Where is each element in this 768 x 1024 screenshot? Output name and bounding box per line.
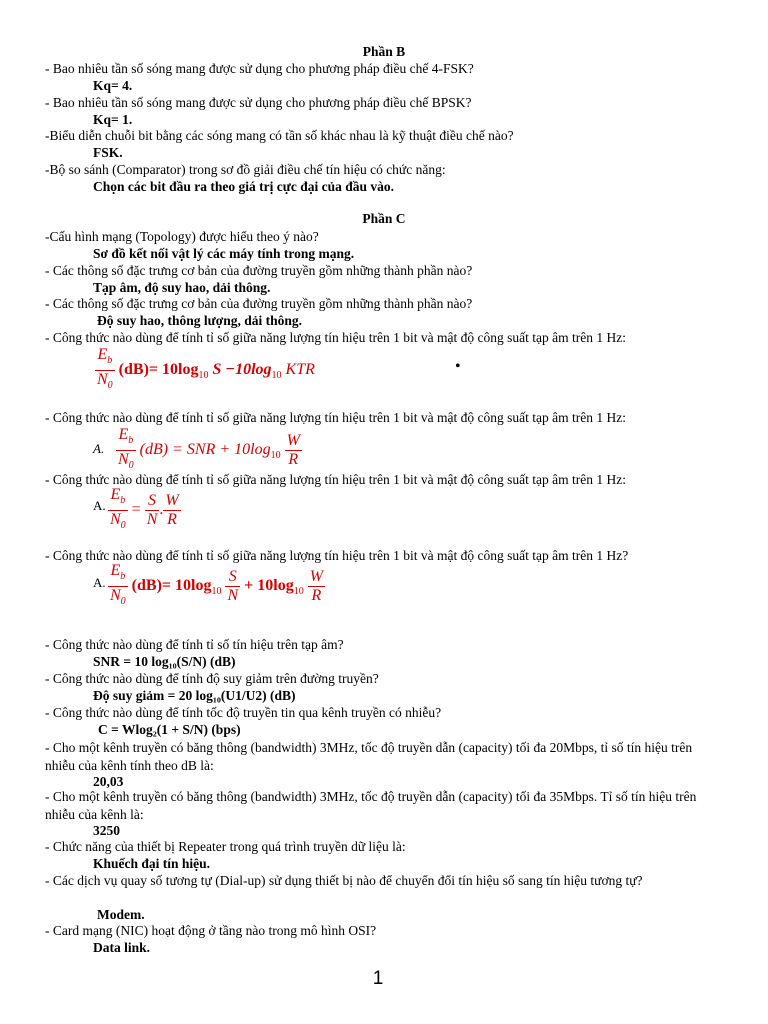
option-label: A. [93, 441, 105, 456]
question: - Chức năng của thiết bị Repeater trong quá trình truyền dữ liệu là: [45, 839, 406, 854]
stray-dot: • [455, 358, 461, 375]
question: - Công thức nào dùng để tính độ suy giảm trên đường truyền? [45, 671, 379, 686]
question: - Công thức nào dùng để tính tỉ số giữa năng lượng tín hiệu trên 1 bit và mật độ công suất tạp âm trên 1 Hz: [45, 330, 626, 345]
question: -Biểu diễn chuỗi bit bằng các sóng mang có tần số khác nhau là kỹ thuật điều chế nào? [45, 128, 514, 143]
answer: Độ suy giảm = 20 log₁₀(U1/U2) (dB) [93, 688, 296, 703]
question: - Bao nhiêu tần số sóng mang được sử dụng cho phương pháp điều chế BPSK? [45, 95, 472, 110]
question: - Cho một kênh truyền có băng thông (bandwidth) 3MHz, tốc độ truyền dẫn (capacity) tối đa 20Mbps, tỉ số tín hiệu trên nhiễu của kênh tính theo dB là: [45, 740, 693, 773]
fraction-s-n: $\frac{S}{N}$ [146, 492, 158, 528]
question: - Công thức nào dùng để tính tỉ số giữa năng lượng tín hiệu trên 1 bit và mật độ công suất tạp âm trên 1 Hz: [45, 410, 626, 425]
formula-eb-n0-db: $\frac{E_b}{N_0}$ $(dB)= 10\log_{10}$ $S -10\log_{10}$ KTR [95, 346, 315, 395]
fraction-w-r: $\frac{W}{R}$ [286, 432, 300, 468]
answer: Kq= 1. [93, 112, 133, 127]
question: - Công thức nào dùng để tính tỉ số giữa năng lượng tín hiệu trên 1 bit và mật độ công suất tạp âm trên 1 Hz? [45, 548, 629, 563]
question: - Các thông số đặc trưng cơ bản của đường truyền gồm những thành phần nào? [45, 296, 473, 311]
fraction-eb-n0: $\frac{E_b}{N_0}$ [118, 426, 134, 471]
question: - Card mạng (NIC) hoạt động ở tầng nào trong mô hình OSI? [45, 923, 377, 938]
option-label: A. [93, 498, 106, 513]
answer: Data link. [93, 940, 151, 955]
answer: FSK. [93, 145, 123, 160]
answer: Độ suy hao, thông lượng, dải thông. [97, 313, 303, 328]
question: - Công thức nào dùng để tính tỉ số tín hiệu trên tạp âm? [45, 637, 344, 652]
answer: Sơ đồ kết nối vật lý các máy tính trong mạng. [93, 246, 355, 261]
formula-eb-n0-ratio: $\frac{E_b}{N_0}$ = $\frac{S}{N}$ . $\frac{W}{R}$ [108, 486, 181, 535]
part-b-heading: Phần B [362, 44, 406, 59]
fraction-eb-n0: $\frac{E_b}{N_0}$ [97, 346, 113, 391]
answer: SNR = 10 log₁₀(S/N) (dB) [93, 654, 236, 669]
question: - Các dịch vụ quay số tương tự (Dial-up) sử dụng thiết bị nào để chuyển đổi tín hiệu số sang tín hiệu tương tự? [45, 873, 643, 888]
answer: Tạp âm, độ suy hao, dải thông. [93, 280, 271, 295]
question: - Cho một kênh truyền có băng thông (bandwidth) 3MHz, tốc độ truyền dẫn (capacity) tối đa 35Mbps. Tỉ số tín hiệu trên nhiễu của kênh là: [45, 789, 697, 822]
fraction-w-r: $\frac{W}{R}$ [165, 492, 179, 528]
answer: Chọn các bit đầu ra theo giá trị cực đại của đầu vào. [93, 179, 394, 194]
answer: Kq= 4. [93, 78, 133, 93]
part-c-heading: Phần C [362, 211, 406, 226]
answer: 20,03 [93, 774, 124, 789]
question: - Các thông số đặc trưng cơ bản của đường truyền gồm những thành phần nào? [45, 263, 473, 278]
fraction-s-n: $\frac{S}{N}$ [227, 568, 239, 604]
answer: Khuếch đại tín hiệu. [93, 856, 211, 871]
answer: C = Wlog₂(1 + S/N) (bps) [98, 722, 241, 737]
option-label: A. [93, 575, 106, 590]
answer: Modem. [97, 907, 145, 922]
page-number: 1 [372, 968, 384, 989]
fraction-eb-n0: $\frac{E_b}{N_0}$ [110, 486, 126, 531]
fraction-w-r: $\frac{W}{R}$ [309, 568, 324, 604]
formula-eb-n0-snr: $\frac{E_b}{N_0}$ (dB) = SNR + $10\log_{10}$ $\frac{W}{R}$ [116, 426, 302, 475]
question: - Công thức nào dùng để tính tỉ số giữa năng lượng tín hiệu trên 1 bit và mật độ công suất tạp âm trên 1 Hz: [45, 472, 626, 487]
answer: 3250 [93, 823, 120, 838]
fraction-eb-n0: $\frac{E_b}{N_0}$ [110, 562, 126, 607]
question: -Bộ so sánh (Comparator) trong sơ đồ giải điều chế tín hiệu có chức năng: [45, 162, 446, 177]
question: - Công thức nào dùng để tính tốc độ truyền tin qua kênh truyền có nhiễu? [45, 705, 442, 720]
question: -Cấu hình mạng (Topology) được hiểu theo ý nào? [45, 229, 319, 244]
question: - Bao nhiêu tần số sóng mang được sử dụng cho phương pháp điều chế 4-FSK? [45, 61, 474, 76]
formula-eb-n0-sum: $\frac{E_b}{N_0}$ $(dB)= 10\log_{10}$ $\frac{S}{N}$ + $10\log_{10}$ $\frac{W}{R}$ [108, 562, 325, 611]
